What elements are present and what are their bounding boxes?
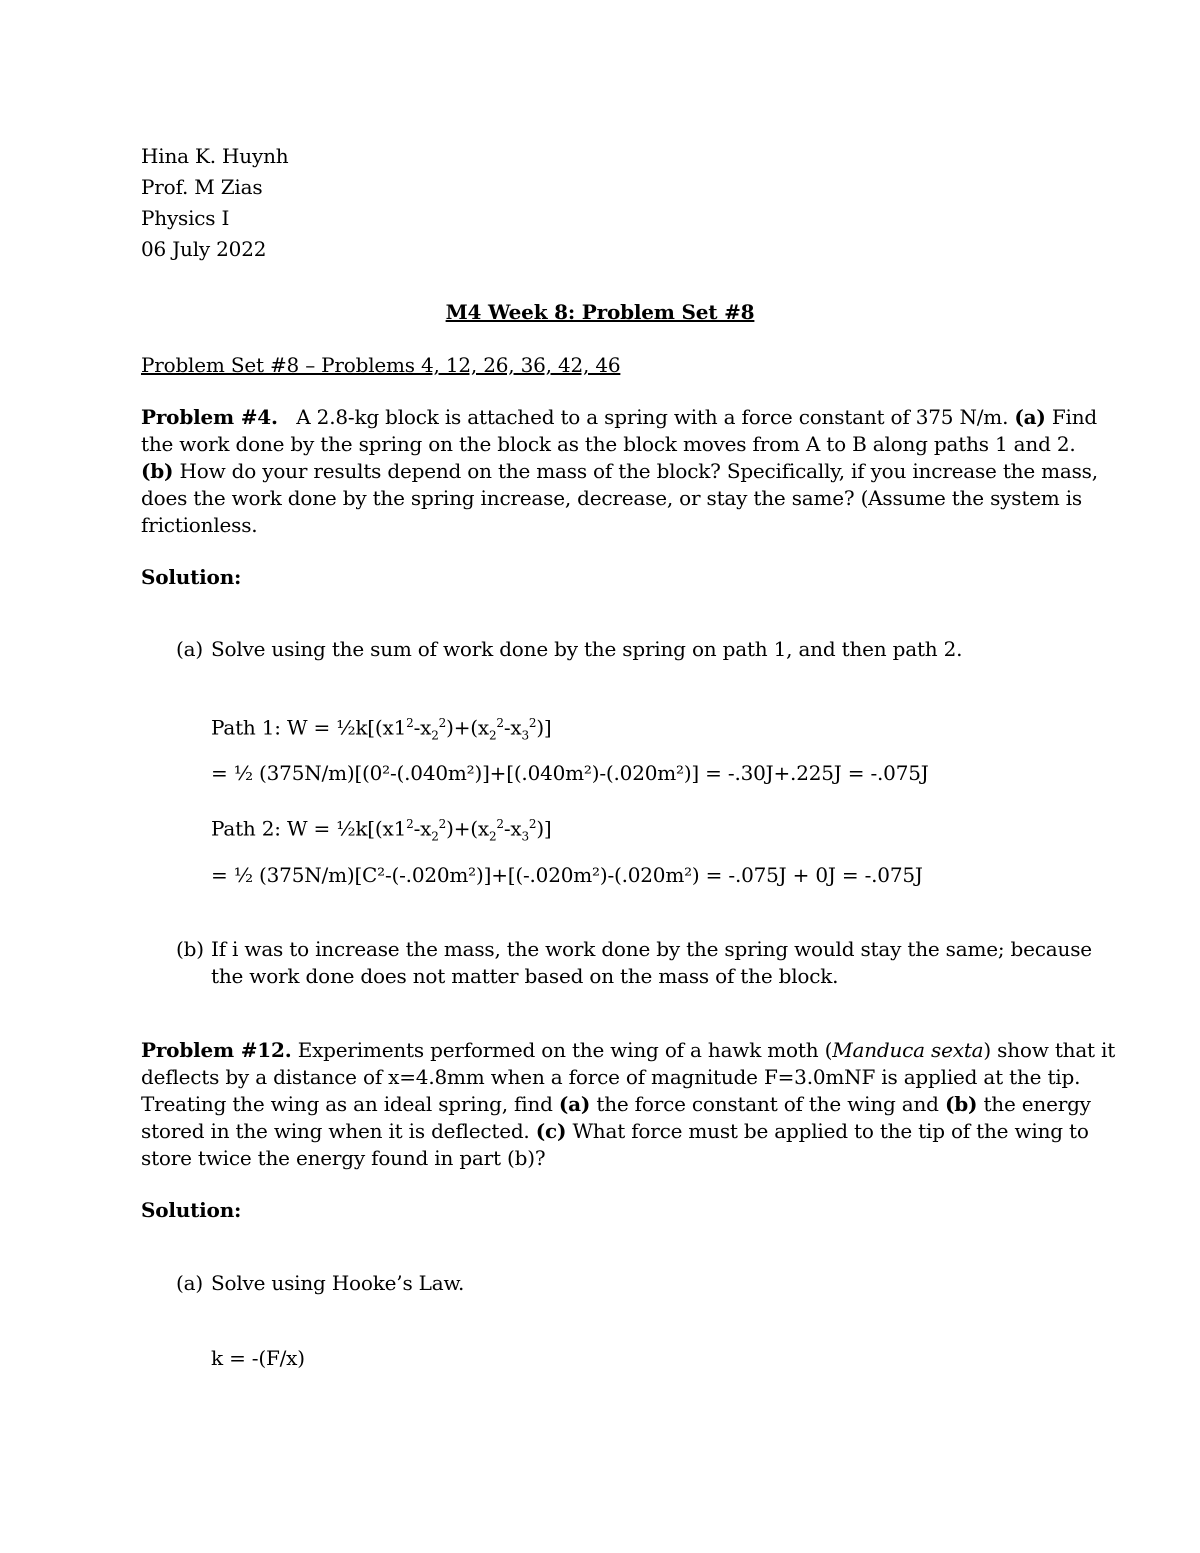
species-name: Manduca sexta (832, 1038, 984, 1062)
problem-list-heading: Problem Set #8 – Problems 4, 12, 26, 36, 42, 46 (141, 353, 621, 377)
solution-12a (176, 1270, 464, 1297)
path-1-formula: Path 1: $W = \frac{1}{2}k[(x1^2-x_2^2)+(x_2^2-x_3^2)]$ (211, 715, 552, 743)
part-a-marker: (a) (1014, 405, 1046, 429)
path-1-calculation: = ½ (375N/m)[(0²-(.040m²)]+[(.040m²)-(.020m²)] = -.30J+.225J = -.075J (211, 761, 929, 785)
solution-12a-text: Solve using Hooke’s Law. (211, 1271, 465, 1295)
part-a-marker: (a) (558, 1092, 591, 1116)
path-2-formula: Path 2: $W = \frac{1}{2}k[(x1^2-x_2^2)+(x_2^2-x_3^2)]$ (211, 816, 552, 844)
part-b-marker: (b) (141, 459, 174, 483)
solution-4b-label: (b) (176, 937, 204, 961)
problem-12-label: Problem #12. (141, 1038, 292, 1062)
part-c-marker: (c) (535, 1119, 567, 1143)
problem-12-line-3: Treating the wing as an ideal spring, find (a) the force constant of the wing and (b) the energy (141, 1092, 1091, 1116)
problem-12-line-5: store twice the energy found in part (b)? (141, 1146, 546, 1170)
author-name: Hina K. Huynh (141, 144, 289, 168)
solution-heading-12: Solution: (141, 1198, 242, 1222)
solution-4a-text: Solve using the sum of work done by the spring on path 1, and then path 2. (211, 637, 963, 661)
problem-12-line-4: stored in the wing when it is deflected. (c) What force must be applied to the tip of the wing to (141, 1119, 1089, 1143)
problem-4-label: Problem #4. (141, 405, 278, 429)
hookes-law-formula: k = -(F/x) (211, 1346, 305, 1370)
problem-4-text-end: Find (1051, 405, 1098, 429)
problem-12-line-1: Problem #12. Experiments performed on the wing of a hawk moth (Manduca sexta) show that it (141, 1038, 1116, 1062)
solution-4a (176, 636, 962, 663)
problem-4-line-2: the work done by the spring on the block as the block moves from A to B along paths 1 and 2. (141, 432, 1076, 456)
professor-name: Prof. M Zias (141, 175, 263, 199)
solution-4b (176, 936, 1092, 963)
problem-4-line-3-text: How do your results depend on the mass of the block? Specifically, if you increase the mass, (179, 459, 1098, 483)
part-b-marker: (b) (944, 1092, 978, 1116)
path-2-calculation: = ½ (375N/m)[C²-(-.020m²)]+[(-.020m²)-(.020m²) = -.075J + 0J = -.075J (211, 863, 923, 887)
problem-4-line-3 (141, 458, 1098, 485)
problem-4-line-4: does the work done by the spring increase, decrease, or stay the same? (Assume the system is (141, 486, 1082, 510)
problem-12-line-2: deflects by a distance of x=4.8mm when a force of magnitude F=3.0mNF is applied at the tip. (141, 1065, 1081, 1089)
solution-4b-continued: the work done does not matter based on the mass of the block. (211, 964, 839, 988)
solution-heading-4: Solution: (141, 565, 242, 589)
course-name: Physics I (141, 206, 230, 230)
assignment-date: 06 July 2022 (141, 237, 267, 261)
problem-4-line-5: frictionless. (141, 513, 258, 537)
problem-4-text: A 2.8-kg block is attached to a spring with a force constant of 375 N/m. (296, 405, 1009, 429)
solution-4b-text: If i was to increase the mass, the work done by the spring would stay the same; because (211, 937, 1092, 961)
problem-4-line-1 (141, 404, 1097, 431)
solution-12a-label: (a) (176, 1271, 203, 1295)
document-title: M4 Week 8: Problem Set #8 (445, 300, 755, 324)
solution-4a-label: (a) (176, 637, 203, 661)
